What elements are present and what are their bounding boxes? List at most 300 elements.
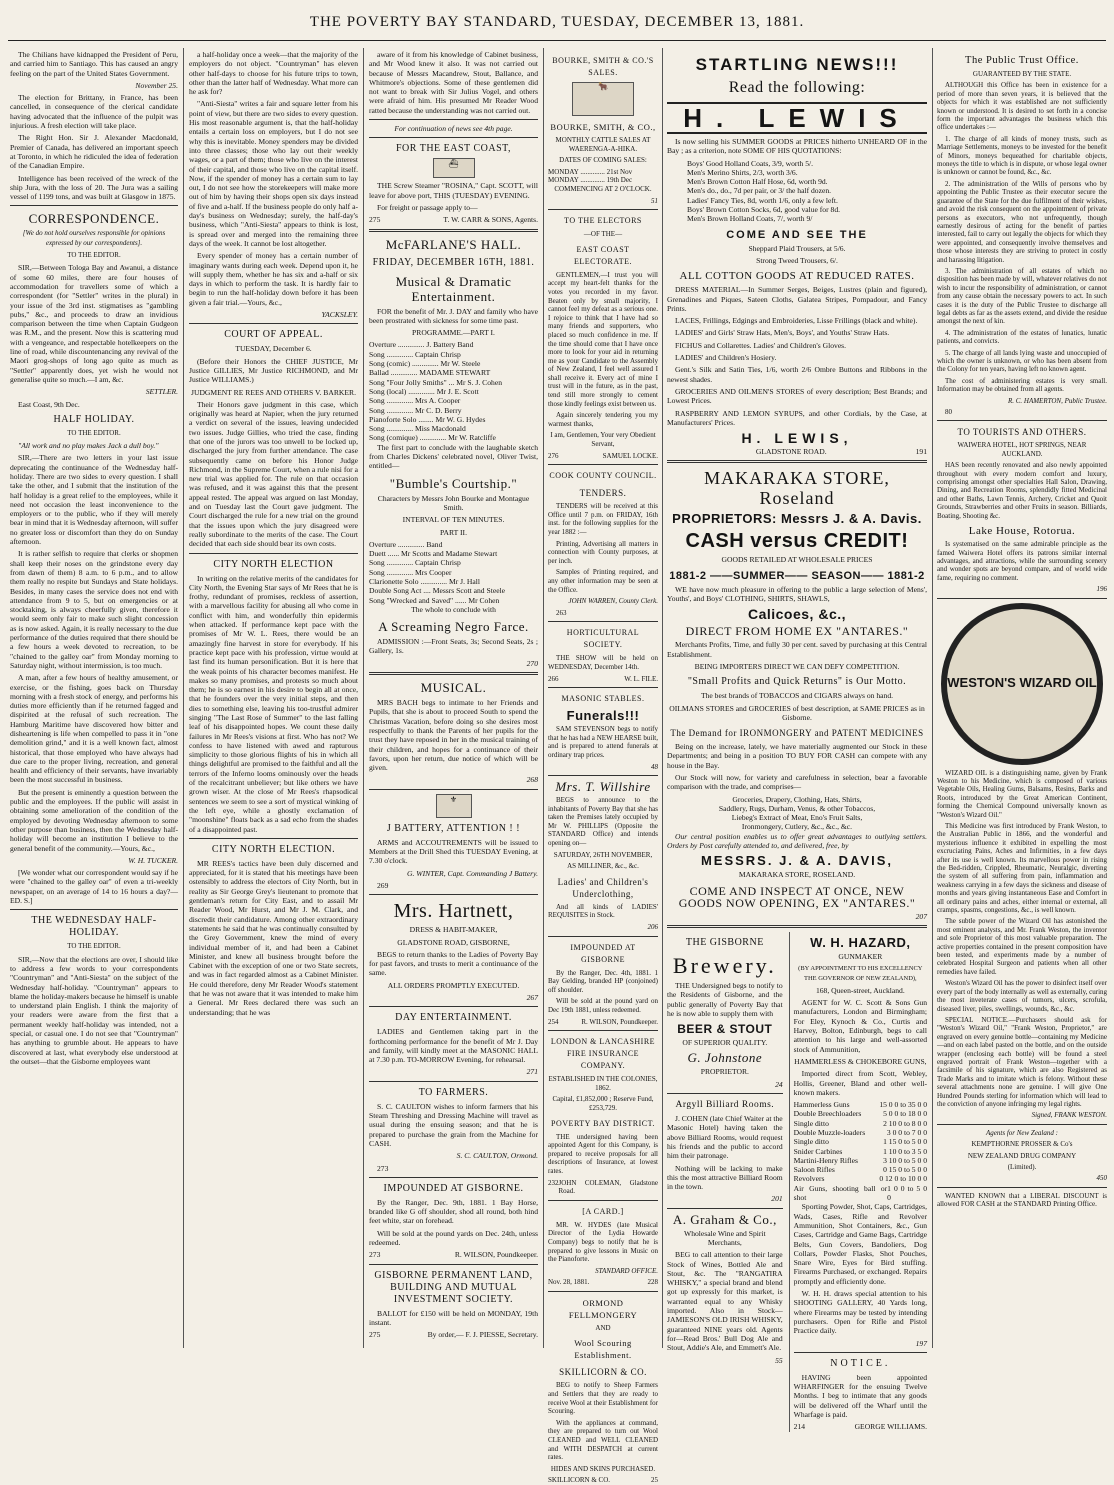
programme-item: Pianoforte Solo ........ Mr W. G. Hydes — [369, 414, 486, 424]
ad-heading: GISBORNE PERMANENT LAND, BUILDING AND MUTUAL INVESTMENT SOCIETY. — [374, 1269, 533, 1305]
ad-text: THE undersigned having been appointed Agent for this Company, is prepared to receive proposals for all descriptions of Insurance, at lowest rates. — [548, 1132, 658, 1175]
letter-signature: W. H. TUCKER. — [128, 855, 178, 865]
ad-signature: GEORGE WILLIAMS. — [854, 1422, 927, 1432]
ad-text: ESTABLISHED IN THE COLONIES, 1862. — [548, 1075, 658, 1092]
editorial-note: [We do not hold ourselves responsible for opinions expressed by our correspondents]. — [22, 229, 166, 247]
ad-number: 273 — [369, 1250, 381, 1260]
ad-text: By the Ranger, Dec. 4th, 1881. 1 Bay Gelding, branded HP (conjoined) off shoulder. — [548, 968, 658, 994]
ad-title: "Bumble's Courtship." — [389, 475, 518, 491]
ad-text: J. COHEN (late Chief Waiter at the Masonic Hotel) having taken the above Billiard Rooms, would request his friends and the public to accord him their patronage. — [667, 1114, 783, 1161]
article-text: In writing on the relative merits of the candidates for City North, the Evening Star says of Mr Rees that he is frothy, redundant of promises, reckless of assertion, with a marvellous facility for abusing all who come in conflict with him, and wonderfully thin epidermis when attacked. If performance kept pace with the promises of Mr W. L. Rees, there would be an amazingly fine harvest in store for everybody. If his practice kept pace with his profession, virtue would at last find its human personification. But it is here that the weak points of his character becomes manifest. He makes so many promises, and protests so much about them; he is so earnest in his desire to begin all at once, that he founders over the very initial steps, and then dies to something else, leaving his too-trustful admirer singing "The Last Rose of Summer" to the last falling leaf of his disappointed hopes. We count these daily failures in Mr Rees's visions at first. Who has not? We confess to have listened with awed and rapturous simplicity to those glorious flights of his in which all things delightful are promised to the faithful and all the terrors of the Inferno looms ominously over the heads of the recalcitrant unbeliever; but like others we have grown wiser. At the close of Mr Rees's rhapsodical sentences we seem to see a sort of mystical winking of the left eye, while a ghostly exclamation of "moonshine" floats back as a sad echo from the shades of a disappointed past. — [189, 573, 358, 834]
ad-number: 196 — [1096, 585, 1107, 594]
ad-heading: MASONIC STABLES. — [561, 694, 645, 704]
masthead — [0, 0, 1114, 44]
column-divider — [932, 48, 933, 1348]
price-item: Men's do., do., 7d per pair, or 3/ the half dozen. — [687, 186, 832, 196]
ad-text: BALLOT for £150 will be held on MONDAY, 19th instant. — [369, 1308, 538, 1327]
stock-item: Saddlery, Rugs, Durham, Venus, & other Tobaccos, — [718, 803, 876, 813]
news-item: The Chilians have kidnapped the President of Peru, and carried him to Santiago. This has caused an angry feeling on the part of the United States Government. — [10, 50, 178, 78]
price-row: Single ditto 1 15 0 to 5 0 0 — [793, 1137, 927, 1147]
article-text: MR REES's tactics have been duly discerned and appreciated, for it is stated that his meetings have been ostensibly to address the electors of City North, but in reality as Sir George Grey's lieutenant to promote that gentleman's return for City East, and to assail Mr Reader Wood, Mr Hurst, and Mr J. M. Clark, and discredit their candidature. Among other extraordinary statements he said that he was continually consulted by the Grey Government, knew the mind of every individual member of it, and had been a Cabinet Minister, and knew all business brought before the Cabinet with the exception of one or two State secrets, and was in fact regarded almost as a Cabinet Minister. He could therefore, deny Mr Reader Wood's statement that he was not aware that it was intended to make him a General. Mr Rees declared there was such an understanding; that he was — [189, 858, 358, 1017]
subheading: TO THE EDITOR. — [67, 428, 121, 437]
column-divider — [363, 48, 364, 1348]
ad-signature: H. LEWIS, — [741, 430, 853, 447]
ad-heading: THE GISBORNE — [685, 936, 764, 948]
ad-title: Mrs. T. Willshire — [555, 779, 651, 795]
ad-text: FICHUS and Collarettes. Ladies' and Children's Gloves. — [675, 340, 847, 350]
ad-text: Imported direct from Scott, Webley, Hollis, Greener, Bland and other well-known makers. — [793, 1069, 927, 1097]
ad-text: BEG to call attention to their large Stock of Wines, Bottled Ale and Stout, &c. The "RANGATIRA WHISKY," a special brand and blend got up expressly for this market, is warranted equal to any Whisky imported. Also in Stock—JAMIESON'S OLD IRISH WHISKY, guaranteed NINE years old. Agents for—Read Bros.' Bull Dog Ale and Stout, Addie's Ale, and Emmett's Ale. — [667, 1250, 783, 1353]
programme-item: Song (local) .............. Mr J. E. Scott — [369, 386, 479, 396]
price-item: Boys' Good Holland Coats, 3/9, worth 5/. — [687, 158, 814, 168]
ad-subheading: BEER & STOUT — [677, 1022, 773, 1037]
ad-heading: The Public Trust Office. — [965, 55, 1079, 66]
ad-text: OF SUPERIOR QUALITY. — [682, 1038, 768, 1048]
news-item: The election for Brittany, in France, has been cancelled, in consequence of the clerical candidate having advocated that the influence of the pulpit was injurious. A fresh election will take place. — [10, 93, 178, 131]
ad-text: LADIES' and Children's Hosiery. — [675, 353, 777, 363]
ad-signature: JOHN WARREN, County Clerk. — [568, 597, 658, 606]
ad-text: LADIES and Gentlemen taking part in the forthcoming performance for the benefit of Mr J. Day and family, will kindly meet at the MASONIC HALL at 7.30 p.m. TO-MORROW Evening, for rehearsal. — [369, 1027, 538, 1065]
ad-text: Gent.'s Silk and Satin Ties, 1/6, worth 2/6 Ombre Buttons and Ribbons in the newest shades. — [667, 365, 927, 384]
price-list — [667, 159, 927, 224]
ad-number: 214 — [793, 1422, 806, 1432]
ad-number: 24 — [775, 1079, 783, 1089]
ad-heading: IMPOUNDED AT GISBORNE — [570, 942, 636, 964]
ad-number: 25 — [651, 1476, 658, 1485]
ad-text: LACES, Frillings, Edgings and Embroideries, Lisse Frillings (black and white). — [675, 316, 918, 326]
ad-text: The cost of administering estates is very small. Information may be obtained from all agents. — [937, 376, 1107, 394]
ad-text: WIZARD OIL is a distinguishing name, given by Frank Weston to his Medicine, which is composed of various Vegetable Oils, Healing Gums, Balsams, Resins, Barks and Roots, introduced by the Great American Continent, forming the Chemical Compound universally known as "Weston's Wizard Oil." — [937, 768, 1107, 819]
ad-text: Is now selling his SUMMER GOODS at PRICES hitherto UNHEARD OF in the Bay ; as a criterion, note SOME OF HIS QUOTATIONS: — [667, 137, 927, 156]
programme-list — [369, 340, 538, 442]
ad-text: Weston's Wizard Oil has the power to disinfect itself over every part of the body internally as well as externally, curing the most inveterate cases of tumors, ulcers, scrofula, diseased liver, piles, swellings, wounds, &c., &c. — [937, 979, 1108, 1013]
ad-number: 207 — [915, 911, 927, 921]
ad-heading: IMPOUNDED AT GISBORNE. — [383, 1182, 524, 1194]
programme-item: Song "Four Jolly Smiths" ... Mr S. J. Cohen — [369, 377, 502, 387]
ad-heading: Lake House, Rotorua. — [968, 525, 1076, 538]
ad-number: 270 — [526, 658, 538, 668]
ad-signature: W. L. FILE. — [624, 674, 658, 683]
ad-signature: R. WILSON, Poundkeeper. — [454, 1250, 538, 1260]
stock-list — [667, 795, 927, 832]
ad-text: S. C. CAULTON wishes to inform farmers that his Steam Threshing and Dressing Machine will travel as usual during the ensuing season; and that he is prepared to purchase the grain from the Machine for CASH. — [369, 1101, 538, 1148]
letter-text: But the present is eminently a question between the public and the employees. If the public will assist in obtaining some amelioration of the condition of the employed by devoting Wednesday afternoon to some other purpose than business, then the Wednesday half-holiday will become an institution I believe to the general benefit of the community.—Yours, &c., — [10, 787, 178, 853]
ad-text: GENTLEMEN,—I trust you will accept my heart-felt thanks for the votes you recorded in my favor. Beaten only by small majority, I cannot feel my defeat as a serious one. I rejoice to think that I have had so many friends and supporters, who placed so much confidence in me. If the time should come that I have once more to look for your aid in returning me as your Candidate to the Assembly of New Zealand, I feel well assured I shall receive it. Every act of mine I trust will in the future, as in the past, tend still more strongly to cement those kindly feelings exist between us. — [548, 270, 658, 408]
ad-text: FOR the benefit of Mr. J. DAY and family who have been prostrated with sickness for some time past. — [369, 306, 538, 325]
ad-text: The best brands of TOBACCOS and CIGARS always on hand. — [700, 691, 894, 701]
programme-item: Double Song Act .... Messrs Scott and Steele — [369, 586, 506, 596]
ad-date: Nov. 28, 1881. — [548, 1278, 590, 1287]
ad-number: 266 — [548, 674, 559, 683]
ad-text: ALL ORDERS PROMPTLY EXECUTED. — [387, 980, 520, 990]
royal-arms-icon: ⚜ — [436, 794, 472, 818]
ad-text: Our central position enables us to offer great advantages to outlying settlers. Orders by Post carefully attended to, and delivered, free, by — [667, 831, 927, 851]
ad-text: SAM STEVENSON begs to notify that he has had a NEW HEARSE built, and is prepared to attend funerals at ordinary trap prices. — [548, 725, 658, 759]
ad-heading: —OF THE— — [583, 230, 623, 239]
ad-text: The first part to conclude with the laughable sketch from Charles Dickens' celebrated novel, Oliver Twist, entitled— — [369, 442, 538, 471]
programme-item: Song (comic) .............. Mr W. Steele — [369, 359, 481, 369]
price-row: Single ditto 2 10 0 to 8 0 0 — [793, 1118, 927, 1128]
ad-number: 48 — [651, 762, 658, 771]
section-heading: THE WEDNESDAY HALF-HOLIDAY. — [31, 915, 157, 939]
ad-number: 269 — [377, 880, 389, 890]
section-heading: CITY NORTH ELECTION. — [211, 843, 336, 855]
programme-item: Ballad .............. MADAME STEWART — [369, 368, 491, 378]
ad-title: A Screaming Negro Farce. — [378, 619, 529, 635]
ad-text: ADMISSION :—Front Seats, 3s; Second Seats, 2s ; Gallery, 1s. — [369, 637, 538, 656]
section-heading: HALF HOLIDAY. — [53, 413, 135, 425]
ad-heading: A. Graham & Co., — [672, 1211, 777, 1227]
ad-text: ARMS and ACCOUTREMENTS will be issued to Members at the Drill Shed this TUESDAY Evening, at 7.30 o'clock. — [369, 837, 538, 866]
programme-item: Overture .............. Band — [369, 539, 443, 549]
programme-item: Overture .............. J. Battery Band — [369, 340, 474, 350]
programme-item: Song .............. Mrs A. Cooper — [369, 396, 461, 406]
ad-text: Capital, £1,852,000 ; Reserve Fund, £253,729. — [552, 1095, 654, 1112]
ad-text: The whole to conclude with — [411, 604, 496, 614]
ad-signature: By order,— F. J. PIESSE, Secretary. — [427, 1330, 538, 1340]
ad-signature: G. Johnstone — [687, 1050, 763, 1066]
ad-number: 267 — [526, 993, 538, 1002]
ad-text: 5. The charge of all lands lying waste and unoccupied of which the owner is unknown, or who has been absent from the Colony for ten years, having left no known agent. — [937, 348, 1107, 374]
ad-text: With the appliances at command, they are prepared to turn out Wool CLEANED and WELL CLEANED and WITH DESPATCH at current rates. — [548, 1418, 658, 1462]
ad-text: BEING IMPORTERS DIRECT WE CAN DEFY COMPETITION. — [694, 661, 900, 671]
ad-address: MAKARAKA STORE, ROSELAND. — [738, 870, 856, 880]
stock-item: Ironmongery, Cutlery, &c., &c., &c. — [741, 822, 853, 832]
letter-text: SIR,—Now that the elections are over, I should like to address a few words to your correspondents "Countryman" and "Anti-Siesta" on the subject of the Wednesday half-holiday. "Countryman" appears to blame the holiday-makers because he himself is unable to understand plain English. I think the majority of your readers were aware from the first that a permanent weekly half-holiday was intended, not a special, or casual one. I do not see that "Countryman" has anything to grumble about. He appears to have discovered at last, what everybody else understood at the outset—that the Gisborne employees want — [10, 954, 178, 1066]
section-heading: CITY NORTH ELECTION — [213, 558, 334, 570]
ad-title: COME AND INSPECT AT ONCE, NEW GOODS NOW OPENING, EX "ANTARES." — [678, 883, 916, 910]
ad-number: 450 — [1096, 1174, 1107, 1183]
article-text: (Before their Honors the CHIEF JUSTICE, Mr Justice GILLIES, Mr Justice RICHMOND, and Mr Justice WILLIAMS.) — [189, 356, 358, 385]
ad-text: Merchants Profits, Time, and fully 30 per cent. saved by purchasing at this Central Establishment. — [667, 640, 927, 659]
ad-address: GLADSTONE ROAD. — [755, 447, 827, 457]
ad-heading: POVERTY BAY DISTRICT. — [551, 1118, 655, 1128]
subheading: TO THE EDITOR. — [67, 942, 121, 951]
programme-item: Duett ...... Mr Scotts and Madame Stewart — [369, 549, 498, 559]
programme-item: Song "Wrecked and Saved" ...... Mr Cohen — [369, 595, 500, 605]
ad-text: Is systematised on the same admirable principle as the famed Waiwera Hotel offers its patrons similar internal advantages, and attractions, while the surrounding scenery and wonder spots are beyond compare, and of world wide fame, requiring no comment. — [937, 540, 1107, 582]
ad-text: 4. The administration of the estates of lunatics, lunatic patients, and convicts. — [937, 328, 1107, 346]
ad-text: HIDES AND SKINS PURCHASED. — [550, 1464, 656, 1473]
ad-text: For freight or passage apply to— — [377, 202, 478, 212]
ad-heading: TENDERS. — [579, 488, 627, 499]
ad-text: Will be sold at the pound yard on Dec 19th 1881, unless redeemed. — [548, 997, 658, 1014]
ad-text: Samples of Printing required, and any other information may be seen at the Office. — [548, 568, 658, 594]
letter-text: It is rather selfish to require that clerks or shopmen shall keep their noses on the grindstone every day from dawn of them) 8 a.m. to 6 p.m., and to allow them really no respite but Sundays and State holidays. Besides, in many cases the service does not end with attendance from 9 to 5, but on emergencies or at stocktaking, is always cheerfully given, therefore it would seem only fair to make such slight concession as is now asked. Again, it is really necessary to the due performance of the duties required that there should be a few hours a week devoted to recreation, to be "chained to the galley oar" from Monday morning to Saturday night, without intermission, is too much. — [10, 549, 178, 670]
ad-signature: R. WILSON, Poundkeeper. — [581, 1017, 658, 1026]
ad-signature: JOHN COLEMAN, Gladstone Road. — [558, 1178, 658, 1196]
ad-title: SKILLICORN & CO. — [559, 1367, 647, 1378]
ad-text: GOODS RETAILED AT WHOLESALE PRICES — [721, 555, 873, 565]
ad-text: 2. The administration of the Wills of persons who by appointing the Public Trustee as their executor secure the guarantee of the State for the due fulfilment of their wishes, and avoid the risk consequent on the appointment of private persons as executors, who not unfrequently, though earnestly desirous of acting for the benefit of parties interested, fail to carry out legally the objects for which they were appointed, and consequently involve themselves and those whose interests they are striving to protect in costly and harassing litigation. — [937, 179, 1107, 264]
ad-heading: HORTICULTURAL SOCIETY. — [566, 628, 640, 650]
ad-number: 228 — [647, 1278, 658, 1287]
ad-number: 232 — [548, 1178, 559, 1187]
ad-subheading: COME AND SEE THE — [726, 228, 868, 241]
ad-text: (Limited). — [1007, 1163, 1037, 1171]
ad-heading: McFARLANE'S HALL. — [385, 236, 522, 252]
ad-text: BEGS to announce to the inhabitants of Poverty Bay that she has taken the Premises lately occupied by Mr W. PHILLIPS (Opposite the STANDARD Office) and intends opening on— — [548, 796, 658, 848]
letter-text: "Anti-Siesta" writes a fair and square letter from his point of view, but there are two sides to every question. His most reasonable argument is, that the half-holiday entails a certain loss on employers, but I do not see why this is inevitable. Money spenders may be divided into three classes; those who lay out their weekly wages, or a part of them; those who live on the interest of their capital, and those who live on the capital itself. Now, if the spender of money has a certain sum to lay out, I do not see how the storekeepers will make more out of him by having their shops open six days instead of five and a-half. If the business people do only half a-day's business on Wednesday; surely, the half-day's business, which "Anti-Siesta" appears to think is lost, is spread over and merged into the remaining three days of the week. It cannot be lost altogether. — [189, 99, 358, 248]
ad-title: CASH versus CREDIT! — [685, 530, 909, 553]
seal-text: WESTON'S WIZARD OIL — [947, 675, 1097, 691]
ad-text: THE SHOW will be held on WEDNESDAY, December 14th. — [548, 654, 658, 671]
price-item: Boys' Brown Cotton Socks, 6d, good value for 8d. — [687, 205, 841, 215]
programme-list — [369, 540, 538, 605]
ad-text: W. H. H. draws special attention to his SHOOTING GALLERY, 40 Yards long, where Firearms may be tested by intending purchasers. Open for Rifle and Pistol Practice daily. — [793, 1289, 927, 1336]
price-row: Double Breechloaders 5 0 0 to 18 0 0 — [793, 1109, 927, 1119]
programme-item: Clarionette Solo .............. Mr J. Hall — [369, 576, 480, 586]
news-item: The Right Hon. Sir J. Alexander Macdonald, Premier of Canada, has delivered an important speech at Toronto, in which he ridiculed the idea of federation of the Canadian Empire. — [10, 133, 178, 171]
ad-number: 268 — [526, 775, 538, 785]
ad-text: 3. The administration of all estates of which no disposition has been made by will, whatever relatives do not wish to incur the responsibility of administration, or cannot from any cause obtain the necessary powers to act. In such cases it is the duty of the Public Trustee to discharge all legal debts as far as the assets extend, and divide the residue amongst the next of kin. — [937, 266, 1107, 326]
programme-item: Song (comique) .............. Mr W. Ratcliffe — [369, 433, 496, 443]
ad-number: 275 — [369, 215, 381, 225]
ad-text: By the Ranger, Dec. 9th, 1881. 1 Bay Horse, branded like G off shoulder, shod all round, both hind feet white, star on forehead. — [369, 1197, 538, 1226]
ad-number: 263 — [556, 608, 567, 617]
column-5 — [667, 50, 927, 1432]
ad-text: DATES OF COMING SALES: — [559, 156, 647, 165]
programme-heading: PROGRAMME.—PART I. — [412, 328, 495, 338]
ad-title: H. LEWIS — [667, 102, 927, 134]
ad-heading: [A CARD.] — [582, 1206, 624, 1216]
ad-signature: G. WINTER, Capt. Commanding J Battery. — [407, 868, 538, 878]
ad-text: AGENT for W. C. Scott & Sons Gun manufacturers, London and Birmingham; For Eley, Kynoch & Co., Curtis and Harvey, Bolton, Edinburgh, begs to call attention to his large and well-assorted stock of Ammunition, — [793, 998, 927, 1054]
ad-title: Musical & Dramatic Entertainment. — [395, 273, 512, 304]
ad-signature: S. C. CAULTON, Ormond. — [456, 1151, 538, 1161]
ad-heading: DAY ENTERTAINMENT. — [395, 1012, 512, 1024]
continuation-note: For continuation of news see 4th page. — [394, 124, 513, 134]
ad-text: Printing, Advertising all matters in connection with County purposes, at per inch. — [548, 539, 658, 565]
ad-number: 80 — [945, 408, 952, 417]
ad-number: 276 — [548, 451, 559, 460]
ad-heading: J BATTERY, ATTENTION ! ! — [386, 822, 521, 834]
ad-text: OILMANS STORES and GROCERIES of best description, at SAME PRICES as in Gisborne. — [669, 703, 925, 722]
ad-number: 254 — [548, 1017, 559, 1026]
ad-text: Our Stock will now, for variety and carefulness in selection, bear a favorable comparison with the trade, and comprises— — [667, 772, 927, 792]
programme-item: Song .............. Miss Macdonald — [369, 424, 466, 434]
ad-text: BEGS to return thanks to the Ladies of Poverty Bay for past favors, and trusts to merit a continuance of the same. — [369, 949, 538, 978]
ad-number: 271 — [526, 1067, 538, 1077]
ad-number: 51 — [651, 196, 658, 205]
article-text: aware of it from his knowledge of Cabinet business, and Mr Wood knew it also. It was not carried out because of Messrs Macandrew, Stout, Ballance, and Whitmore's objections. Some of these gentlemen did not want to break with Sir Julius Vogel, and others were afraid of him. His presumed Mr Reader Wood ratted because the understanding was not carried out. — [369, 50, 538, 115]
ad-text: RASPBERRY AND LEMON SYRUPS, and other Cordials, by the Case, at Manufacturers' Prices. — [667, 408, 927, 427]
ad-subheading: Read the following: — [728, 79, 866, 96]
column-divider — [543, 48, 544, 1348]
ad-text: Wholesale Wine and Spirit Merchants, — [684, 1228, 766, 1247]
ad-subheading: PROPRIETORS: Messrs J. & A. Davis. — [672, 511, 922, 527]
ad-text: MONTHLY CATTLE SALES AT WAERENGA-A-HIKA. — [555, 136, 651, 153]
ad-subheading: Calicoes, &c., — [747, 606, 847, 623]
ad-heading: STARTLING NEWS!!! — [695, 55, 899, 74]
letter-text: Every spender of money has a certain number of imaginary wants during each week. Depend upon it, he will supply them, whether he has six and a-half or six days in which to perform the task. It is hardly fair to begin to run the half-holiday down before it has been given a fair trial.—Yours, &c., — [189, 251, 358, 307]
column-3 — [369, 50, 538, 1345]
price-row: Martini-Henry Rifles 3 10 0 to 5 0 0 — [793, 1155, 927, 1165]
price-row: Hammerless Guns 15 0 0 to 35 0 0 — [793, 1100, 927, 1110]
article-date: TUESDAY, December 6. — [235, 344, 312, 354]
ad-heading: LONDON & LANCASHIRE FIRE INSURANCE COMPANY. — [550, 1037, 656, 1071]
letter-signature: SETTLER. — [145, 387, 178, 397]
letter-signature: YACKSLEY. — [321, 310, 358, 320]
sale-date: MONDAY .............. 21st Nov — [548, 167, 633, 176]
ad-text: TENDERS will be received at this Office until 7 p.m. on FRIDAY, 16th inst. for the following supplies for the year 1882 :— — [548, 502, 658, 536]
programme-item: Song .............. Captain Chrisp — [369, 558, 461, 568]
ad-text: Characters by Messrs John Bourke and Montague Smith. — [377, 493, 530, 512]
ad-text: DRESS & HABIT-MAKER, — [409, 925, 498, 935]
article-subhead: JUDGMENT RE REES AND OTHERS V. BARKER. — [191, 387, 356, 397]
ad-signature: SKILLICORN & CO. — [548, 1476, 611, 1485]
section-heading: CORRESPONDENCE. — [28, 211, 160, 227]
ad-text: 1. The charge of all kinds of money trusts, such as Marriage Settlements, moneys to be invested for the benefit of Minors, moneys bequeathed for charitable objects, moneys the title to which is in dispute, or whose legal owner is unknown or cannot be found, &c., &c. — [937, 134, 1107, 177]
ad-heading: EAST COAST ELECTORATE. — [573, 244, 632, 266]
programme-item: Song .............. Mr C. D. Berry — [369, 405, 462, 415]
ad-text: SATURDAY, 26TH NOVEMBER, — [553, 850, 653, 859]
ad-heading: ORMOND FELLMONGERY — [568, 1297, 638, 1320]
bull-icon: 🐂 — [572, 82, 634, 116]
ad-text: THE Undersigned begs to notify to the Residents of Gisborne, and the public generally of Poverty Bay that he is now able to supply them with — [667, 980, 783, 1018]
ad-text: I am, Gentlemen, Your very Obedient Servant, — [550, 431, 656, 449]
ad-signature: T. W. CARR & SONS, Agents. — [443, 215, 538, 225]
ad-heading: TO TOURISTS AND OTHERS. — [957, 427, 1087, 438]
ad-text: BEG to notify to Sheep Farmers and Settlers that they are ready to receive Wool at their Establishment for Scouring. — [548, 1381, 658, 1416]
ad-text: AS MILLINER, &c., &c. — [567, 862, 639, 871]
ad-heading: BOURKE, SMITH & CO.'S SALES. — [552, 56, 654, 77]
ad-signature: R. C. HAMERTON, Public Trustee. — [1007, 396, 1107, 405]
stock-item: Liebeg's Extract of Meat, Eno's Fruit Salts, — [731, 813, 863, 823]
column-1 — [10, 50, 178, 1345]
ad-heading: Argyll Billiard Rooms. — [675, 1100, 775, 1111]
section-heading: COURT OF APPEAL. — [224, 329, 323, 341]
ad-subheading: Agents for New Zealand : — [986, 1128, 1058, 1137]
ad-signature: MESSRS. J. & A. DAVIS, — [700, 853, 894, 869]
ad-number: 206 — [647, 923, 658, 932]
newspaper-title: THE POVERTY BAY STANDARD, TUESDAY, DECEMBER 13, 1881. — [309, 14, 805, 30]
ad-subheading: GUARANTEED BY THE STATE. — [972, 70, 1072, 78]
ad-text: And all kinds of LADIES' REQUISITES in Stock. — [548, 902, 658, 920]
ad-text: ALTHOUGH this Office has been in existence for a period of more than seven years, it is believed that the objects for which it was established are not sufficiently known or understood. It is desired to set forth in a concise form the important advantages the business which this office undertakes :— — [937, 81, 1107, 132]
ad-text: NEW ZEALAND DRUG COMPANY — [967, 1151, 1077, 1160]
price-item: Men's Brown Holland Coats, 7/, worth 9/ — [687, 214, 813, 224]
ad-text: HAS been recently renovated and also newly appointed throughout with every modern comfort and luxury, comprising amongst other specialties Hall Salon, Drawing, Dining, and Recreation Rooms, splendidly fitted Medicinal and other Baths, Lawn Tennis, Archery, Cricket and Quoit Grounds, Strawberries and other Fruits in season. Billiards, Boating, Shooting &c. — [937, 461, 1107, 520]
ad-title: Funerals!!! — [566, 708, 640, 724]
price-row: Double Muzzle-loaders 3 0 0 to 7 0 0 — [793, 1128, 927, 1137]
ad-text: Sporting Powder, Shot, Caps, Cartridges, Wads, Cases, Rifle and Revolver Ammunition, Shot Containers, &c., Gun Cases, Cartridge and Game Bags, Cartridge Belts, Gun Covers, Bandoliers, Dog Collars, Powder Flasks, Shot Pouches, Snare Wire, Eyes for Bird stuffing. Firearms Purchased, or exchanged. Repairs promptly and efficiently done. — [793, 1202, 927, 1286]
price-table — [794, 1100, 927, 1202]
ad-number: 197 — [915, 1338, 927, 1348]
ad-text: MR. W. HYDES (late Musical Director of the Lydia Howarde Company) begs to notify that he is prepared to give lessons in Music on the Pianoforte. — [548, 1220, 658, 1264]
ad-text: MRS BACH begs to intimate to her Friends and Pupils, that she is about to proceed South to spend the Christmas Vacation, before doing so she desires most respectfully to thank the Parents of her pupils for the trust they have reposed in her in the musical training of their children, and hopes for a continuance of their favors, upon her return, due notice of which will be given. — [369, 698, 538, 773]
wizard-oil-seal — [941, 603, 1103, 765]
ad-subheading: ALL COTTON GOODS AT REDUCED RATES. — [679, 270, 915, 283]
ad-title: Ladies' and Children's Underclothing, — [557, 876, 649, 899]
price-item: Men's Brown Cotton Half Hose, 6d, worth 9d. — [687, 177, 828, 187]
ad-text: Strong Tweed Trousers, 6/. — [756, 255, 838, 265]
ad-heading: Mrs. Hartnett, — [393, 900, 514, 923]
letter-quote: "All work and no play makes Jack a dull boy." — [18, 441, 159, 451]
ad-signature: Signed, FRANK WESTON. — [1031, 1111, 1107, 1120]
column-2 — [189, 50, 358, 1345]
column-divider — [183, 48, 184, 1348]
column-6 — [937, 50, 1107, 1345]
price-item: Men's Merino Shirts, 2/3, worth 3/6. — [687, 167, 798, 177]
ad-heading: TO FARMERS. — [418, 1086, 489, 1098]
ad-number: 191 — [915, 447, 927, 457]
ad-text: COMMENCING AT 2 O'CLOCK. — [554, 184, 652, 193]
ad-signature: SAMUEL LOCKE. — [602, 451, 658, 460]
letter-text: SIR,—Between Tologa Bay and Awanui, a distance of some 60 miles, there are four houses of accommodation for travellers some of which a correspondent (for "Settler" writes in the plural) in your issue of the 3rd inst. stigmatises as "gambling pubs," &c., and proceeds to draw an invidious comparison between the time when Captain Gudgeon was R.M., and the present. Now this is scattering mud with a vengeance, and respectable hotelkeepers on the line of road, while discountenancing any revival of the Maori grog-shops of long ago quite as much as "Settler" apparently does, yet wish he would not generalise quite so much.—I am, &c. — [10, 263, 178, 384]
ad-subheading: "Small Profits and Quick Returns" is Our Motto. — [687, 676, 907, 688]
price-row: Revolvers 0 12 0 to 10 0 0 — [793, 1174, 927, 1184]
ad-heading: MAKARAKA STORE, Roseland — [704, 468, 890, 509]
ad-text: THE Screw Steamer "ROSINA," Capt. SCOTT, will leave for above port, THIS (TUESDAY) EVENING. — [369, 181, 538, 200]
letter-text: a half-holiday once a week—that the majority of the employers do not object. "Countryman" has eleven other half-days to choose for his future trips to town, other than the latter half of Wednesday. What more can he ask for? — [189, 50, 358, 97]
ad-text: INTERVAL OF TEN MINUTES. — [402, 515, 505, 525]
ad-text: Again sincerely tendering you my warmest thanks, — [548, 411, 658, 428]
price-item: Ladies' Fancy Ties, 8d, worth 1/6, only a few left. — [687, 195, 838, 205]
sale-date: MONDAY .............. 19th Dec — [548, 176, 633, 185]
ad-subheading: DIRECT FROM HOME EX "ANTARES." — [685, 624, 909, 639]
price-row: Air Guns, shooting ball or shot 1 0 0 to 5 0 0 — [793, 1183, 927, 1203]
news-date: November 25. — [135, 80, 178, 90]
letter-text: A man, after a few hours of healthy amusement, or exercise, or the fishing, goes back on Thursday morning with a fresh stock of energy, and performs his duties more efficiently than if he returned fagged and dispirited at the refusal of such recreation. The Hamburg Maritime have discovered how bitter and disheartening is life when compelled to pass it in "one demolition grind," and it is a well known fact, almost historical, that those employed who have always had due care to the proper living, recreation, and general health and efficiency of their servants, have invariably been the most successful in business. — [10, 673, 178, 785]
stock-item: Groceries, Drapery, Clothing, Hats, Shirts, — [732, 794, 862, 804]
letter-place: East Coast, 9th Dec. — [18, 399, 80, 409]
ad-number: 275 — [369, 1330, 381, 1340]
ad-heading: Wool Scouring Establishment. — [574, 1338, 632, 1361]
ad-subheading: WAIWERA HOTEL, HOT SPRINGS, NEAR AUCKLAND. — [957, 441, 1087, 458]
ad-text: PROPRIETOR. — [700, 1067, 749, 1077]
ad-date: FRIDAY, DECEMBER 16TH, 1881. — [372, 256, 535, 268]
ad-address: 168, Queen-street, Auckland. — [815, 985, 905, 995]
ad-text: SPECIAL NOTICE.—Purchasers should ask for "Weston's Wizard Oil," "Frank Weston, Proprietor," are engraved on every genuine bottle—containing my Medicine—and on each label pasted on the bottle, and on the outside wrapper (enclosing each bottle) will be found a steel engraved portrait of Frank Weston—together with a facsimile of his signature, which are also Registered as Trade Marks and to imitate which is felony. Without these several attachments none are genuine. I will give One Hundred Pounds sterling for information which will lead to the conviction of anyone infringing my legal rights. — [937, 1015, 1107, 1108]
ad-text: HAVING been appointed WHARFINGER for the ensuing Twelve Months. I beg to intimate that any goods will be delivered off the Wharf until the Wharfage is paid. — [793, 1372, 927, 1420]
price-row: Saloon Rifles 0 15 0 to 5 0 0 — [793, 1165, 927, 1175]
masthead-rule — [8, 40, 1106, 41]
ad-text: Nothing will be lacking to make this the most attractive Billiard Room in the town. — [667, 1163, 783, 1192]
ad-text: Will be sold at the pound yards on Dec. 24th, unless redeemed. — [369, 1228, 538, 1248]
ad-title: BOURKE, SMITH, & CO., — [550, 122, 656, 132]
letter-text: SIR,—There are two letters in your last issue deprecating the continuance of the Wednesday half-holiday. There are two sides to every question. I shall take the other, and I submit that the institution of the half holiday is a great relief to the employees, while it need not occasion the least inconvenience to the employers or to the public, who if they will merely bear in mind that it is Wednesday afternoon, will suffer no greater loss or discomfort than they do on Sunday afternoon. — [10, 453, 178, 547]
subheading: TO THE EDITOR. — [67, 251, 121, 260]
ad-text: Sheppard Plaid Trousers, at 5/6. — [748, 243, 846, 253]
ad-heading: COOK COUNTY COUNCIL. — [549, 471, 657, 481]
ad-subheading: The Demand for IRONMONGERY and PATENT MEDICINES — [670, 728, 924, 739]
ad-heading: NOTICE. — [830, 1357, 891, 1369]
ad-text: WE have now much pleasure in offering to the public a large selection of Mens', Youths', and Boys' CLOTHING, SHIRTS, SHAWLS, — [667, 584, 927, 604]
ad-heading: TO THE ELECTORS — [564, 216, 642, 226]
ad-text: WANTED KNOWN that a LIBERAL DISCOUNT is allowed FOR CASH at the STANDARD Printing Office. — [937, 1191, 1107, 1209]
ad-text: Being on the increase, lately, we have materially augmented our Stock in these Departments; and being in a position TO BUY FOR CASH can compete with any house in the Bay. — [667, 742, 927, 770]
ad-text: GLADSTONE ROAD, GISBORNE, — [397, 937, 510, 947]
ad-heading: FOR THE EAST COAST, — [395, 143, 512, 155]
article-text: Their Honors gave judgment in this case, which originally was heard at Napier, when the jury returned a verdict on several of the issues, leaving undecided two issues. Judge Gillies, who tried the case, finding that one of the jurors was too unwell to be locked up, discharged the jury from further attendance. The case subsequently came on before his Honor Judge Richmond, in the Supreme Court, when a rule nisi for a new trial was applied for. The rule on that occasion was refused, and it was against this that the present appeal rested. The appeal was argued on last Monday, and on Tuesday last the Court gave judgment. The Court discharged the rule for a new trial on the ground that the issues upon which the jury disagreed were really subordinate to the merits of the case. The Court decided that each side should bear its own costs. — [189, 399, 358, 549]
ad-number: 55 — [775, 1355, 783, 1365]
column-divider — [662, 48, 663, 1348]
ad-title: Brewery. — [672, 952, 777, 978]
ad-number: 273 — [377, 1163, 389, 1173]
ad-signature: STANDARD OFFICE. — [595, 1266, 658, 1275]
editorial-note: [We wonder what our correspondent would say if he were "chained to the galley oar" of even a tri-weekly newspaper, on an average of 14 to 16 hours a day?—ED. S.] — [10, 868, 178, 906]
ad-heading: MUSICAL. — [420, 680, 487, 696]
ad-text: The subtle power of the Wizard Oil has astonished the most eminent analysts, and Mr. Frank Weston, the inventor and sole Proprietor of this most valuable preparation. The active properties contained in the present composition have been tested, and experiments made by a number of celebrated Hospital Surgeon and patients when all other remedies have failed. — [937, 917, 1107, 976]
ad-text: This Medicine was first introduced by Frank Weston, to the Australian Public in 1866, and the wonderful and mysterious influence it exhibited in expelling the most excruciating Pains, Aches and Infirmities, in a few days after its use is well known. Its marvellous power in rising the Bed-ridden, Crippled, Rheumatic, Neuralgic, diverting the system of all suffering from pain, inflammation and weakness carrying in a few days the sickness and disease of months and years giving instantaneous Ease and Comfort in all ordinary pains and aches, either internal or external, all cramps, spasms, congestions, &c., is well known. — [937, 821, 1107, 915]
ad-text: (BY APPOINTMENT TO HIS EXCELLENCY THE GOVERNOR OF NEW ZEALAND), — [798, 965, 923, 982]
ad-subheading: 1881-2 ——SUMMER—— SEASON—— 1881-2 — [669, 569, 925, 582]
ad-text: KEMPTHORNE PROSSER & Co's — [971, 1140, 1073, 1149]
programme-heading: PART II. — [440, 527, 467, 537]
steamer-icon: ⛴ — [433, 158, 475, 178]
ad-text: LADIES' and Girls' Straw Hats, Men's, Boys', and Youths' Straw Hats. — [675, 328, 890, 338]
